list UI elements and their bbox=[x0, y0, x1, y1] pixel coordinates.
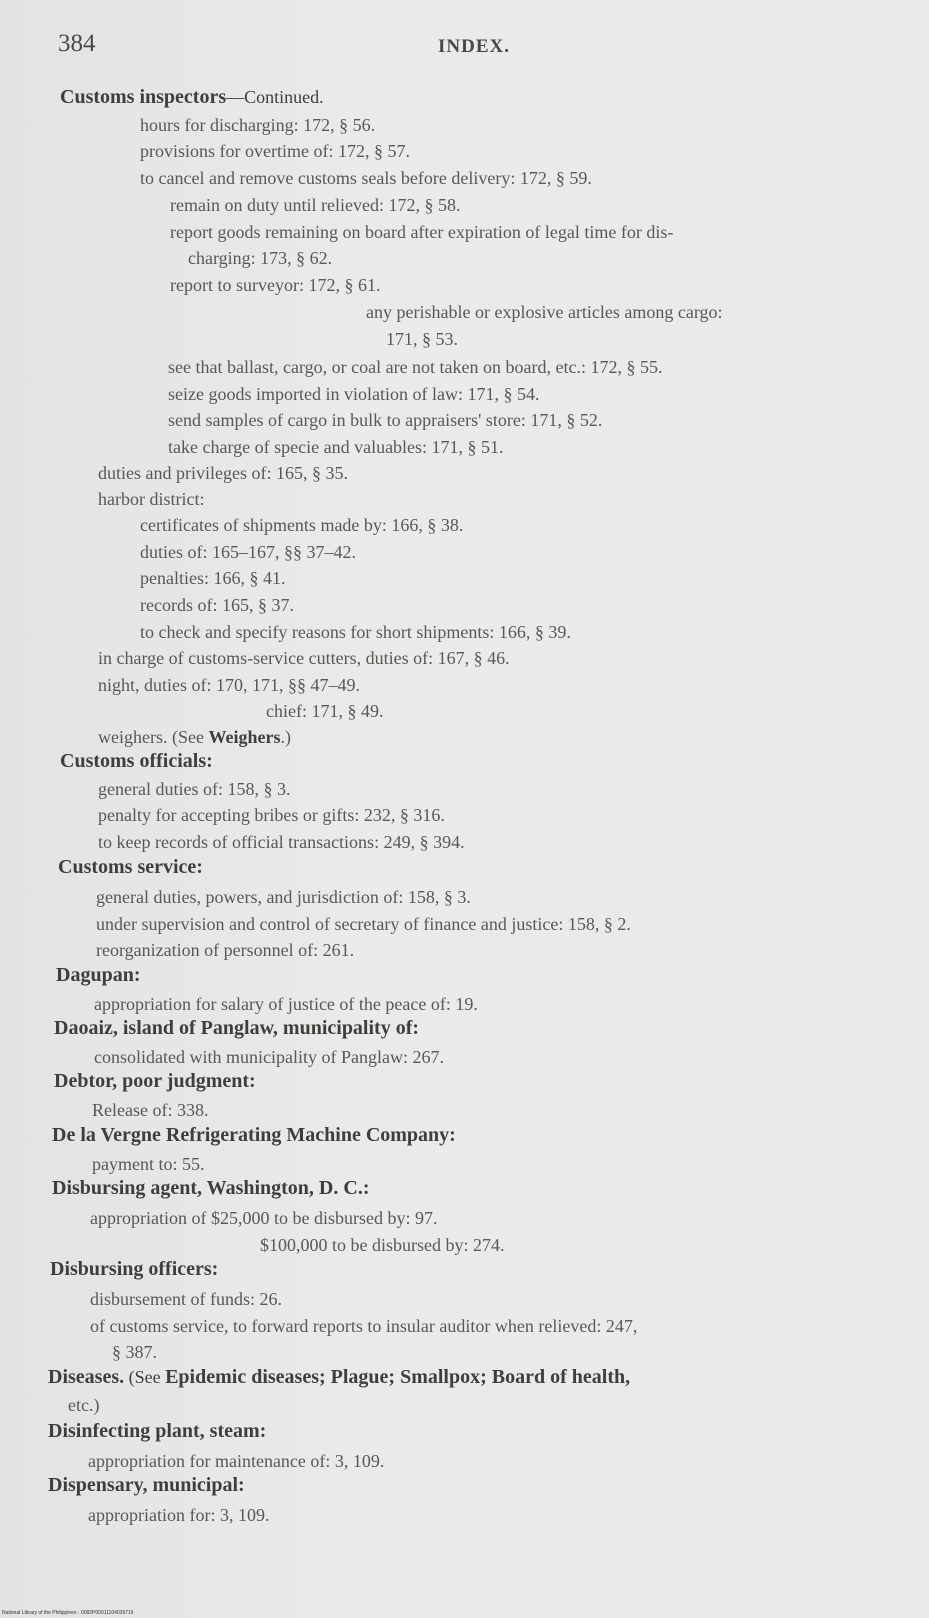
index-subentry: send samples of cargo in bulk to appraisers' store: 171, § 52. bbox=[168, 410, 603, 430]
index-subentry: 171, § 53. bbox=[386, 329, 458, 349]
index-subentry: Release of: 338. bbox=[92, 1100, 209, 1120]
index-heading: Dagupan: bbox=[56, 964, 141, 986]
index-subentry: § 387. bbox=[112, 1342, 157, 1362]
index-heading: Diseases. (See Epidemic diseases; Plague; Smallpox; Board of health, bbox=[48, 1366, 631, 1388]
index-subentry: see that ballast, cargo, or coal are not taken on board, etc.: 172, § 55. bbox=[168, 357, 663, 377]
index-subentry: report to surveyor: 172, § 61. bbox=[170, 275, 381, 295]
index-subentry: to keep records of official transactions: 249, § 394. bbox=[98, 832, 465, 852]
index-subentry: duties and privileges of: 165, § 35. bbox=[98, 463, 348, 483]
page-number: 384 bbox=[58, 30, 96, 57]
index-subentry: in charge of customs-service cutters, duties of: 167, § 46. bbox=[98, 648, 510, 668]
index-subentry: reorganization of personnel of: 261. bbox=[96, 940, 355, 960]
index-subentry: remain on duty until relieved: 172, § 58. bbox=[170, 195, 461, 215]
index-heading: Customs officials: bbox=[60, 750, 213, 772]
index-subentry: seize goods imported in violation of law: 171, § 54. bbox=[168, 384, 540, 404]
index-heading: Disbursing agent, Washington, D. C.: bbox=[52, 1177, 370, 1199]
index-subentry: general duties, powers, and jurisdiction of: 158, § 3. bbox=[96, 887, 471, 907]
index-subentry: appropriation of $25,000 to be disbursed by: 97. bbox=[90, 1208, 438, 1228]
scan-footer: National Library of the Philippines · 0082P0001110403971ll bbox=[2, 1610, 134, 1616]
index-subentry: harbor district: bbox=[98, 489, 205, 509]
index-subentry: any perishable or explosive articles among cargo: bbox=[366, 302, 723, 322]
index-subentry: disbursement of funds: 26. bbox=[90, 1289, 282, 1309]
index-subentry: records of: 165, § 37. bbox=[140, 595, 294, 615]
index-subentry: certificates of shipments made by: 166, § 38. bbox=[140, 515, 464, 535]
running-title: INDEX. bbox=[438, 36, 510, 57]
index-subentry: night, duties of: 170, 171, §§ 47–49. bbox=[98, 675, 360, 695]
index-subentry: charging: 173, § 62. bbox=[188, 248, 333, 268]
index-heading: Disbursing officers: bbox=[50, 1258, 219, 1280]
index-subentry: to check and specify reasons for short shipments: 166, § 39. bbox=[140, 622, 571, 642]
index-subentry: consolidated with municipality of Panglaw: 267. bbox=[94, 1047, 444, 1067]
index-heading: Customs service: bbox=[58, 856, 203, 878]
index-subentry: provisions for overtime of: 172, § 57. bbox=[140, 141, 410, 161]
index-heading: Disinfecting plant, steam: bbox=[48, 1420, 267, 1442]
index-subentry: payment to: 55. bbox=[92, 1154, 205, 1174]
index-subentry: to cancel and remove customs seals before delivery: 172, § 59. bbox=[140, 168, 592, 188]
index-subentry: penalties: 166, § 41. bbox=[140, 568, 286, 588]
index-heading: Debtor, poor judgment: bbox=[54, 1070, 256, 1092]
index-heading: Daoaiz, island of Panglaw, municipality of: bbox=[54, 1017, 420, 1039]
index-subentry: etc.) bbox=[68, 1395, 100, 1415]
index-subentry: weighers. (See Weighers.) bbox=[98, 727, 291, 747]
index-subentry: take charge of specie and valuables: 171, § 51. bbox=[168, 437, 504, 457]
index-subentry: report goods remaining on board after expiration of legal time for dis- bbox=[170, 222, 674, 242]
index-subentry: $100,000 to be disbursed by: 274. bbox=[260, 1235, 505, 1255]
index-heading: Customs inspectors—Continued. bbox=[60, 86, 324, 108]
index-subentry: duties of: 165–167, §§ 37–42. bbox=[140, 542, 356, 562]
index-heading: Dispensary, municipal: bbox=[48, 1474, 245, 1496]
index-subentry: under supervision and control of secretary of finance and justice: 158, § 2. bbox=[96, 914, 631, 934]
index-subentry: general duties of: 158, § 3. bbox=[98, 779, 291, 799]
index-subentry: appropriation for maintenance of: 3, 109. bbox=[88, 1451, 385, 1471]
index-subentry: appropriation for salary of justice of the peace of: 19. bbox=[94, 994, 478, 1014]
index-subentry: of customs service, to forward reports to insular auditor when relieved: 247, bbox=[90, 1316, 638, 1336]
index-subentry: appropriation for: 3, 109. bbox=[88, 1505, 270, 1525]
index-subentry: chief: 171, § 49. bbox=[266, 701, 384, 721]
index-subentry: penalty for accepting bribes or gifts: 232, § 316. bbox=[98, 805, 445, 825]
index-heading: De la Vergne Refrigerating Machine Company: bbox=[52, 1124, 456, 1146]
index-subentry: hours for discharging: 172, § 56. bbox=[140, 115, 376, 135]
page-header bbox=[58, 30, 878, 60]
